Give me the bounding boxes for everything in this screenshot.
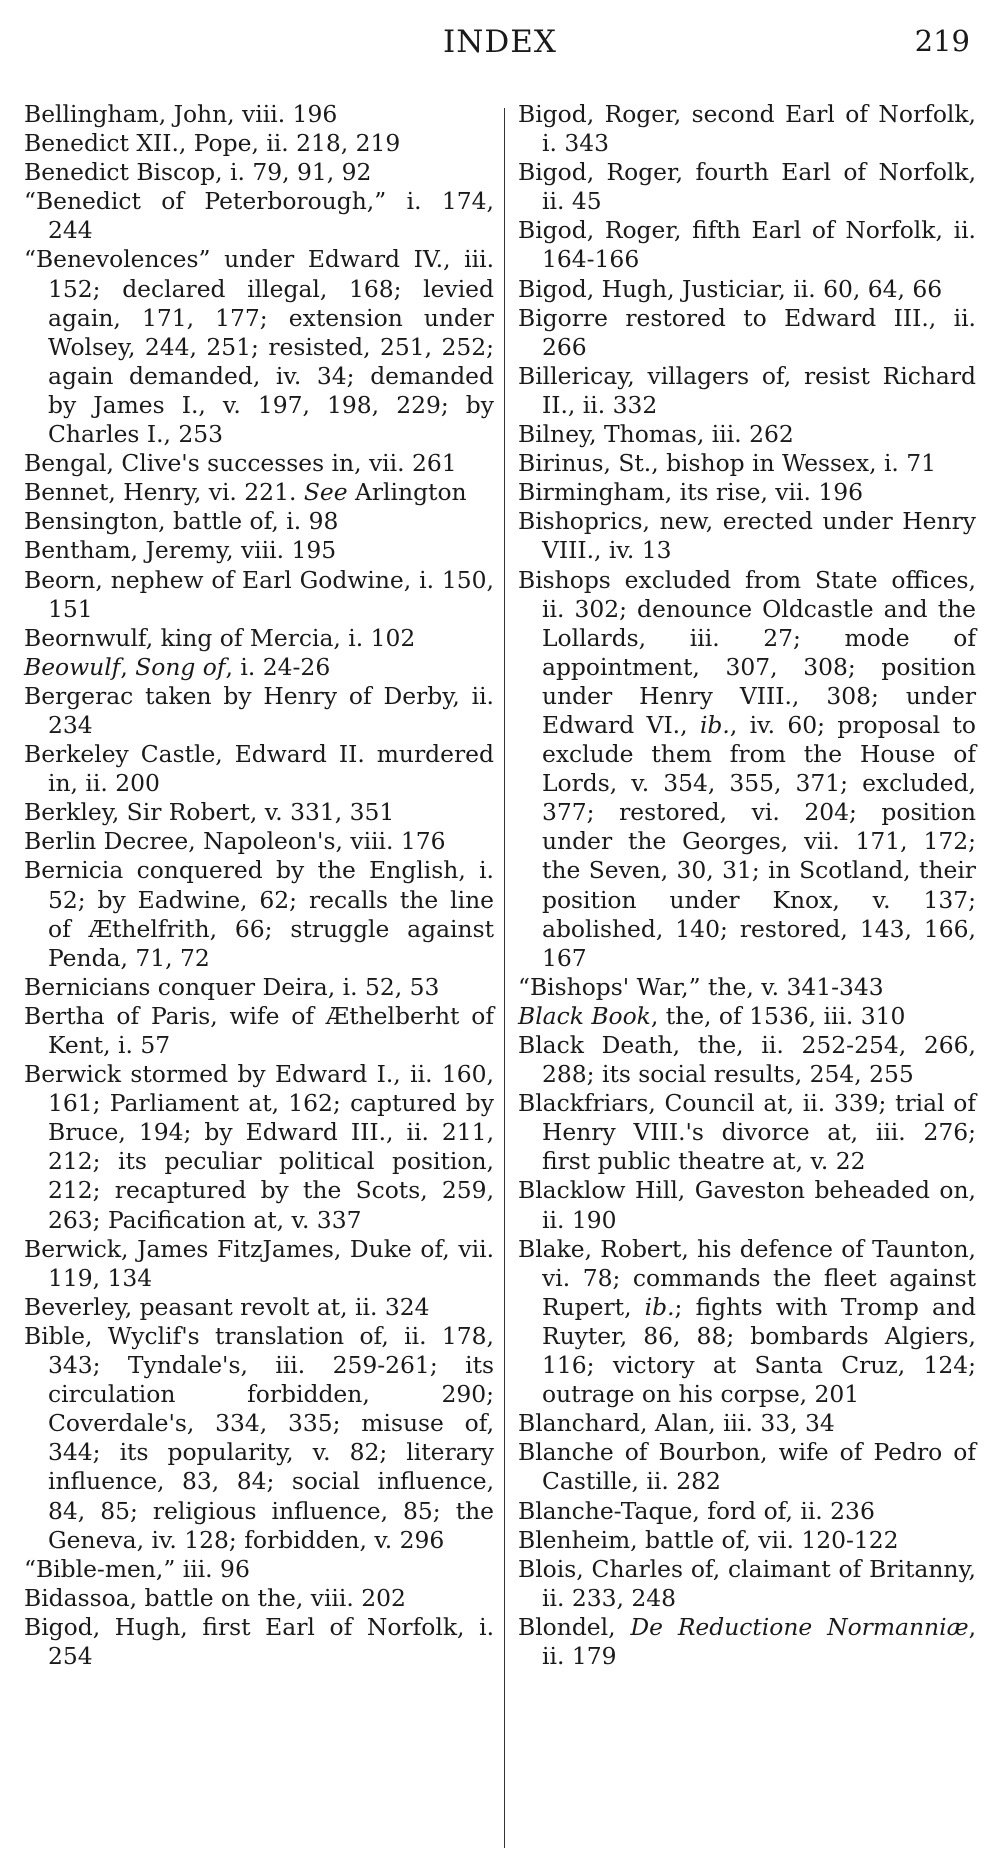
index-entry: Birinus, St., bishop in Wessex, i. 71	[518, 449, 937, 478]
index-entry: Bishoprics, new, erected under Henry VIII., iv. 13	[518, 507, 976, 565]
index-entry: Blanche-Taque, ford of, ii. 236	[518, 1496, 875, 1525]
index-entry: Black Death, the, ii. 252-254, 266, 288; its social results, 254, 255	[518, 1031, 976, 1089]
index-entry: Bigod, Roger, fifth Earl of Norfolk, ii. 164-166	[518, 216, 976, 274]
index-entry: Benedict XII., Pope, ii. 218, 219	[24, 129, 401, 158]
index-entry: Berkeley Castle, Edward II. murdered in, ii. 200	[24, 740, 494, 798]
index-entry: Beowulf, Song of, i. 24-26	[24, 652, 331, 681]
index-column-right	[518, 100, 976, 1671]
index-entry: Bigorre restored to Edward III., ii. 266	[518, 303, 976, 361]
running-head: INDEX	[443, 24, 557, 60]
index-entry: Bigod, Roger, second Earl of Norfolk, i. 343	[518, 100, 976, 158]
index-entry: Bishops excluded from State offices, ii. 302; denounce Oldcastle and the Lollards, iii. 27; mode of appointment, 307, 308; position under Henry VIII., 308; under Edward VI., ib., iv. 60; proposal to exclude them from the House of Lords, v. 354, 355, 371; excluded, 377; restored, vi. 204; position under the Georges, vii. 171, 172; the Seven, 30, 31; in Scotland, their position under Knox, v. 137; abolished, 140; restored, 143, 166, 167	[518, 565, 976, 972]
index-entry: Blake, Robert, his defence of Taunton, vi. 78; commands the fleet against Rupert, ib.; fights with Tromp and Ruyter, 86, 88; bombards Algiers, 116; victory at Santa Cruz, 124; outrage on his corpse, 201	[518, 1234, 976, 1409]
index-entry: Berlin Decree, Napoleon's, viii. 176	[24, 827, 446, 856]
index-entry: Bensington, battle of, i. 98	[24, 507, 339, 536]
index-entry: Blondel, De Reductione Normanniæ, ii. 179	[518, 1612, 976, 1670]
index-entry: Bidassoa, battle on the, viii. 202	[24, 1583, 406, 1612]
index-entry: Beornwulf, king of Mercia, i. 102	[24, 623, 416, 652]
index-entry: Blackfriars, Council at, ii. 339; trial of Henry VIII.'s divorce at, iii. 276; first public theatre at, v. 22	[518, 1089, 976, 1176]
index-entry: Blois, Charles of, claimant of Britanny, ii. 233, 248	[518, 1554, 976, 1612]
index-entry: Beorn, nephew of Earl Godwine, i. 150, 151	[24, 565, 494, 623]
index-entry: Bilney, Thomas, iii. 262	[518, 420, 794, 449]
index-entry: Blacklow Hill, Gaveston beheaded on, ii. 190	[518, 1176, 976, 1234]
index-entry: “Bible-men,” iii. 96	[24, 1554, 250, 1583]
index-entry: Bigod, Hugh, first Earl of Norfolk, i. 254	[24, 1612, 494, 1670]
index-entry: Berkley, Sir Robert, v. 331, 351	[24, 798, 395, 827]
column-divider	[504, 108, 505, 1848]
index-entry: Bible, Wyclif's translation of, ii. 178, 343; Tyndale's, iii. 259-261; its circulation forbidden, 290; Coverdale's, 334, 335; misuse of, 344; its popularity, v. 82; literary influence, 83, 84; social influence, 84, 85; religious influence, 85; the Geneva, iv. 128; forbidden, v. 296	[24, 1321, 494, 1554]
index-entry: “Benevolences” under Edward IV., iii. 152; declared illegal, 168; levied again, 171, 177; extension under Wolsey, 244, 251; resisted, 251, 252; again demanded, iv. 34; demanded by James I., v. 197, 198, 229; by Charles I., 253	[24, 245, 494, 449]
index-entry: Berwick, James FitzJames, Duke of, vii. 119, 134	[24, 1234, 494, 1292]
index-entry: Blanchard, Alan, iii. 33, 34	[518, 1409, 835, 1438]
index-entry: Bellingham, John, viii. 196	[24, 100, 338, 128]
index-entry: Bergerac taken by Henry of Derby, ii. 234	[24, 681, 494, 739]
page-number: 219	[914, 24, 970, 58]
index-entry: Benedict Biscop, i. 79, 91, 92	[24, 158, 372, 187]
index-entry: “Benedict of Peterborough,” i. 174, 244	[24, 187, 494, 245]
index-entry: Beverley, peasant revolt at, ii. 324	[24, 1292, 430, 1321]
index-entry: Bennet, Henry, vi. 221. See Arlington	[24, 478, 467, 507]
index-entry: Blanche of Bourbon, wife of Pedro of Castille, ii. 282	[518, 1438, 976, 1496]
index-entry: Black Book, the, of 1536, iii. 310	[518, 1001, 906, 1030]
index-entry: Bigod, Hugh, Justiciar, ii. 60, 64, 66	[518, 274, 943, 303]
index-entry: Birmingham, its rise, vii. 196	[518, 478, 864, 507]
index-entry: “Bishops' War,” the, v. 341-343	[518, 972, 884, 1001]
index-entry: Bertha of Paris, wife of Æthelberht of Kent, i. 57	[24, 1001, 494, 1059]
index-entry: Billericay, villagers of, resist Richard II., ii. 332	[518, 361, 976, 419]
index-entry: Berwick stormed by Edward I., ii. 160, 161; Parliament at, 162; captured by Bruce, 194; by Edward III., ii. 211, 212; its peculiar political position, 212; recaptured by the Scots, 259, 263; Pacification at, v. 337	[24, 1060, 494, 1234]
index-entry: Bernicia conquered by the English, i. 52; by Eadwine, 62; recalls the line of Æthelfrith, 66; struggle against Penda, 71, 72	[24, 856, 494, 972]
index-entry: Bengal, Clive's successes in, vii. 261	[24, 449, 457, 478]
index-entry: Bigod, Roger, fourth Earl of Norfolk, ii. 45	[518, 158, 976, 216]
index-column-left	[24, 100, 494, 1671]
index-entry: Bernicians conquer Deira, i. 52, 53	[24, 972, 440, 1001]
index-entry: Blenheim, battle of, vii. 120-122	[518, 1525, 899, 1554]
index-entry: Bentham, Jeremy, viii. 195	[24, 536, 337, 565]
